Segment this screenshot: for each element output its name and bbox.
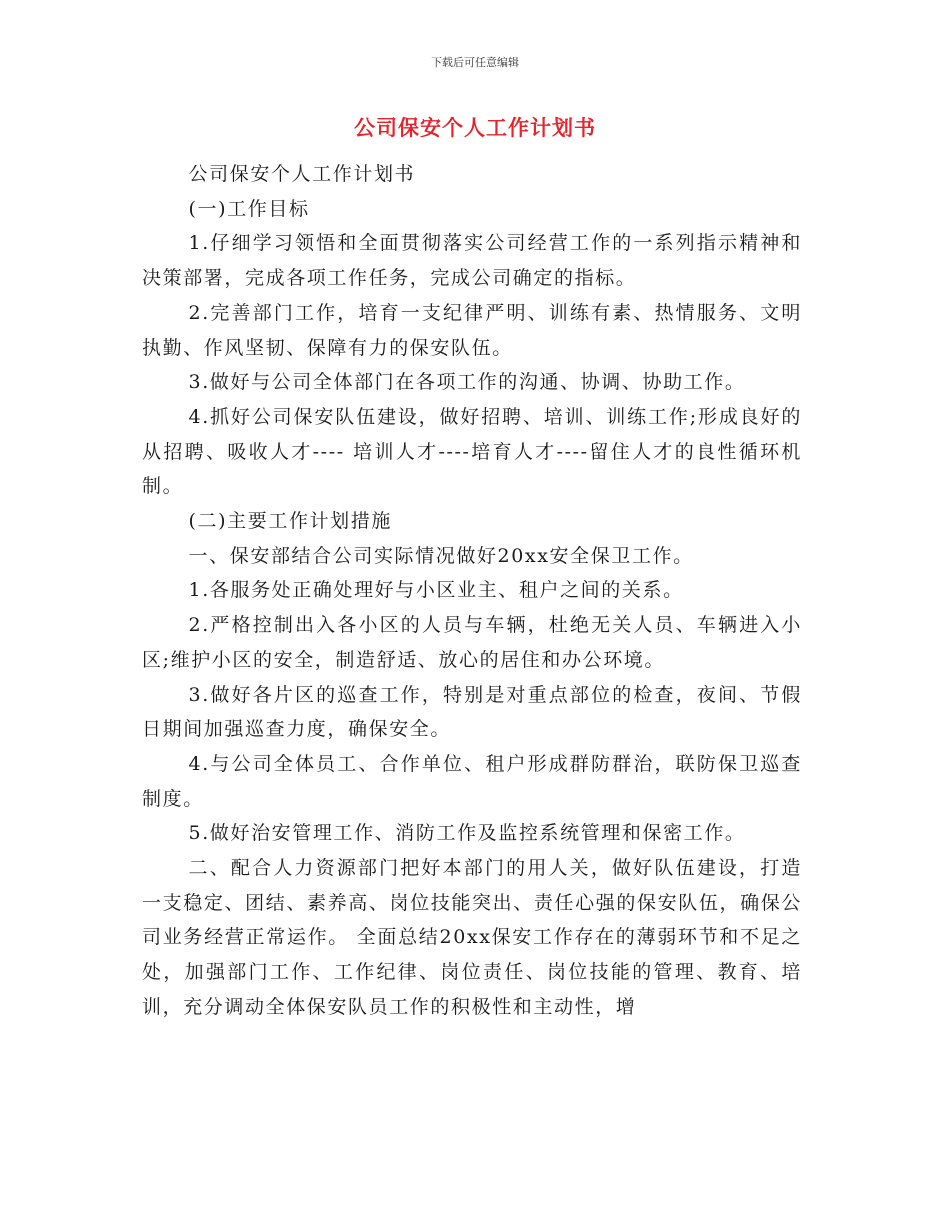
- document-body: [142, 157, 802, 1025]
- header-note: 下载后可任意编辑: [431, 56, 519, 69]
- paragraph-measure-4: 4.与公司全体员工、合作单位、租户形成群防群治，联防保卫巡查制度。: [142, 752, 802, 810]
- paragraph-goal-4: 4.抓好公司保安队伍建设，做好招聘、培训、训练工作;形成良好的从招聘、吸收人才---- 培训人才----培育人才----留住人才的良性循环机制。: [142, 405, 802, 498]
- paragraph-measure-1: 1.各服务处正确处理好与小区业主、租户之间的关系。: [188, 579, 684, 602]
- paragraph-measure-2: 2.严格控制出入各小区的人员与车辆，杜绝无关人员、车辆进入小区;维护小区的安全，制造舒适、放心的居住和办公环境。: [142, 614, 802, 671]
- paragraph-goal-1: 1.仔细学习领悟和全面贯彻落实公司经营工作的一系列指示精神和决策部署，完成各项工作任务，完成公司确定的指标。: [142, 232, 802, 290]
- paragraph-measure-two: 二、配合人力资源部门把好本部门的用人关，做好队伍建设，打造一支稳定、团结、素养高、岗位技能突出、责任心强的保安队伍，确保公司业务经营正常运作。 全面总结20xx保安工作存在的薄弱环节和不足之处，加强部门工作、工作纪律、岗位责任、岗位技能的管理、教育、培训，充分调动全体保安队员工作的积极性和主动性，增: [142, 857, 802, 1018]
- document-title: 公司保安个人工作计划书: [354, 116, 596, 140]
- paragraph-subtitle: 公司保安个人工作计划书: [188, 163, 416, 185]
- paragraph-measure-one: 一、保安部结合公司实际情况做好20xx安全保卫工作。: [188, 544, 694, 567]
- paragraph-goal-3: 3.做好与公司全体部门在各项工作的沟通、协调、协助工作。: [188, 371, 746, 394]
- paragraph-measure-5: 5.做好治安管理工作、消防工作及监控系统管理和保密工作。: [188, 822, 746, 845]
- paragraph-goal-2: 2.完善部门工作，培育一支纪律严明、训练有素、热情服务、文明执勤、作风坚韧、保障有力的保安队伍。: [142, 301, 802, 359]
- paragraph-measure-3: 3.做好各片区的巡查工作，特别是对重点部位的检查，夜间、节假日期间加强巡查力度，确保安全。: [142, 683, 802, 741]
- paragraph-section-measures: (二)主要工作计划措施: [188, 510, 392, 533]
- paragraph-section-goals: (一)工作目标: [188, 197, 310, 220]
